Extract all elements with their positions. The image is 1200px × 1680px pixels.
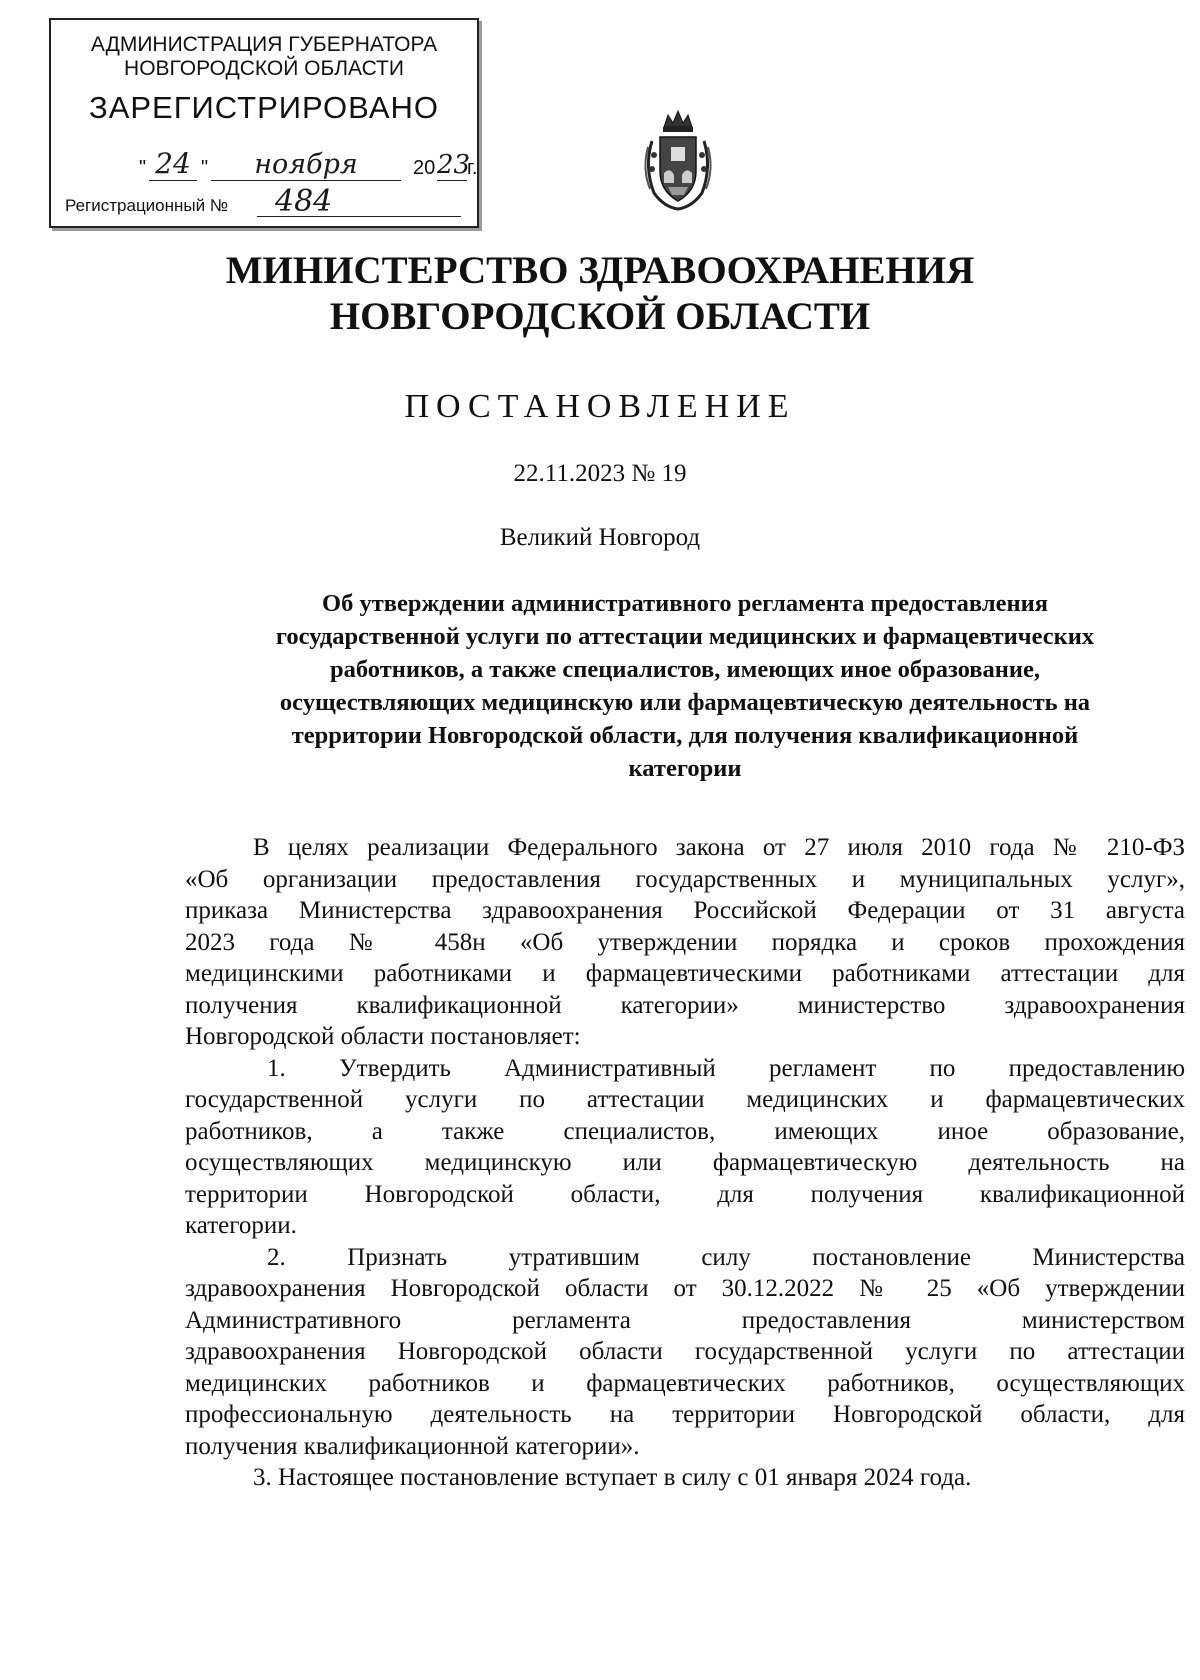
stamp-date	[89, 146, 478, 184]
ministry-name-line2: НОВГОРОДСКОЙ ОБЛАСТИ	[329, 295, 871, 338]
coat-of-arms-icon	[640, 107, 716, 211]
body-line: здравоохранения Новгородской области от 30.12.2022 № 25 «Об утверждении	[185, 1275, 1185, 1302]
stamp-year-unit: г.	[467, 157, 478, 179]
title-line: территории Новгородской области, для получения квалификационной	[291, 722, 1079, 749]
body-line: территории Новгородской области, для получения квалификационной	[185, 1180, 1185, 1208]
stamp-org-line1: АДМИНИСТРАЦИЯ ГУБЕРНАТОРА	[90, 33, 438, 56]
body-line: государственной услуги по аттестации медицинских и фармацевтических	[185, 1086, 1185, 1113]
body-line: 2. Признать утратившим силу постановление Министерства	[267, 1243, 1185, 1271]
document-title	[180, 587, 1190, 785]
title-line: работников, а также специалистов, имеющих иное образование,	[329, 656, 1041, 683]
document-type: ПОСТАНОВЛЕНИЕ	[404, 388, 796, 425]
stamp-quote-close: "	[201, 157, 209, 179]
body-line: здравоохранения Новгородской области государственной услуги по аттестации	[185, 1338, 1185, 1365]
stamp-month: ноября	[211, 149, 401, 181]
stamp-year-suffix: 23	[437, 150, 471, 180]
body-line: 3. Настоящее постановление вступает в силу с 01 января 2024 года.	[253, 1464, 972, 1491]
stamp-day: 24	[149, 147, 197, 181]
body-line: получения квалификационной категории» министерство здравоохранения	[185, 991, 1185, 1019]
title-line: категории	[628, 755, 742, 782]
body-line: 1. Утвердить Административный регламент по предоставлению	[267, 1054, 1185, 1082]
stamp-year-prefix: 20	[413, 157, 436, 179]
body-line: осуществляющих медицинскую или фармацевтическую деятельность на	[185, 1149, 1185, 1176]
item-2-paragraph	[185, 1242, 1185, 1463]
document-body	[185, 832, 1185, 1494]
stamp-reg-number: 484	[275, 184, 333, 219]
body-line: 2023 года № 458н «Об утверждении порядка и сроков прохождения	[185, 928, 1185, 956]
body-line: «Об организации предоставления государственных и муниципальных услуг»,	[185, 865, 1185, 893]
document-date-number: 22.11.2023 № 19	[513, 460, 687, 487]
stamp-org-line2: НОВГОРОДСКОЙ ОБЛАСТИ	[124, 57, 404, 80]
body-line: Административного регламента предоставления министерством	[185, 1306, 1185, 1334]
stamp-registered-label: ЗАРЕГИСТРИРОВАНО	[88, 90, 439, 125]
body-line: профессиональную деятельность на территории Новгородской области, для	[185, 1401, 1185, 1428]
stamp-quote-open: "	[139, 157, 147, 179]
ministry-name-line1: МИНИСТЕРСТВО ЗДРАВООХРАНЕНИЯ	[225, 249, 975, 292]
body-line: приказа Министерства здравоохранения Российской Федерации от 31 августа	[185, 897, 1185, 924]
item-1-paragraph	[185, 1053, 1185, 1242]
document-city: Великий Новгород	[499, 524, 701, 551]
body-line: В целях реализации Федерального закона от 27 июля 2010 года № 210-ФЗ	[253, 834, 1185, 861]
title-line: осуществляющих медицинскую или фармацевтическую деятельность на	[279, 689, 1091, 716]
body-line: Новгородской области постановляет:	[185, 1023, 581, 1050]
item-3-paragraph	[185, 1462, 1185, 1494]
preamble-paragraph	[185, 832, 1185, 1053]
body-line: медицинскими работниками и фармацевтическими работниками аттестации для	[185, 960, 1185, 987]
body-line: медицинских работников и фармацевтических работников, осуществляющих	[185, 1369, 1185, 1397]
title-line: государственной услуги по аттестации медицинских и фармацевтических	[275, 623, 1095, 650]
stamp-reg-number-label: Регистрационный №	[65, 196, 229, 215]
title-line: Об утверждении административного регламента предоставления	[322, 590, 1048, 617]
body-line: получения квалификационной категории».	[185, 1432, 640, 1460]
registration-stamp	[49, 18, 479, 228]
body-line: работников, а также специалистов, имеющих иное образование,	[185, 1117, 1185, 1145]
body-line: категории.	[185, 1212, 297, 1239]
